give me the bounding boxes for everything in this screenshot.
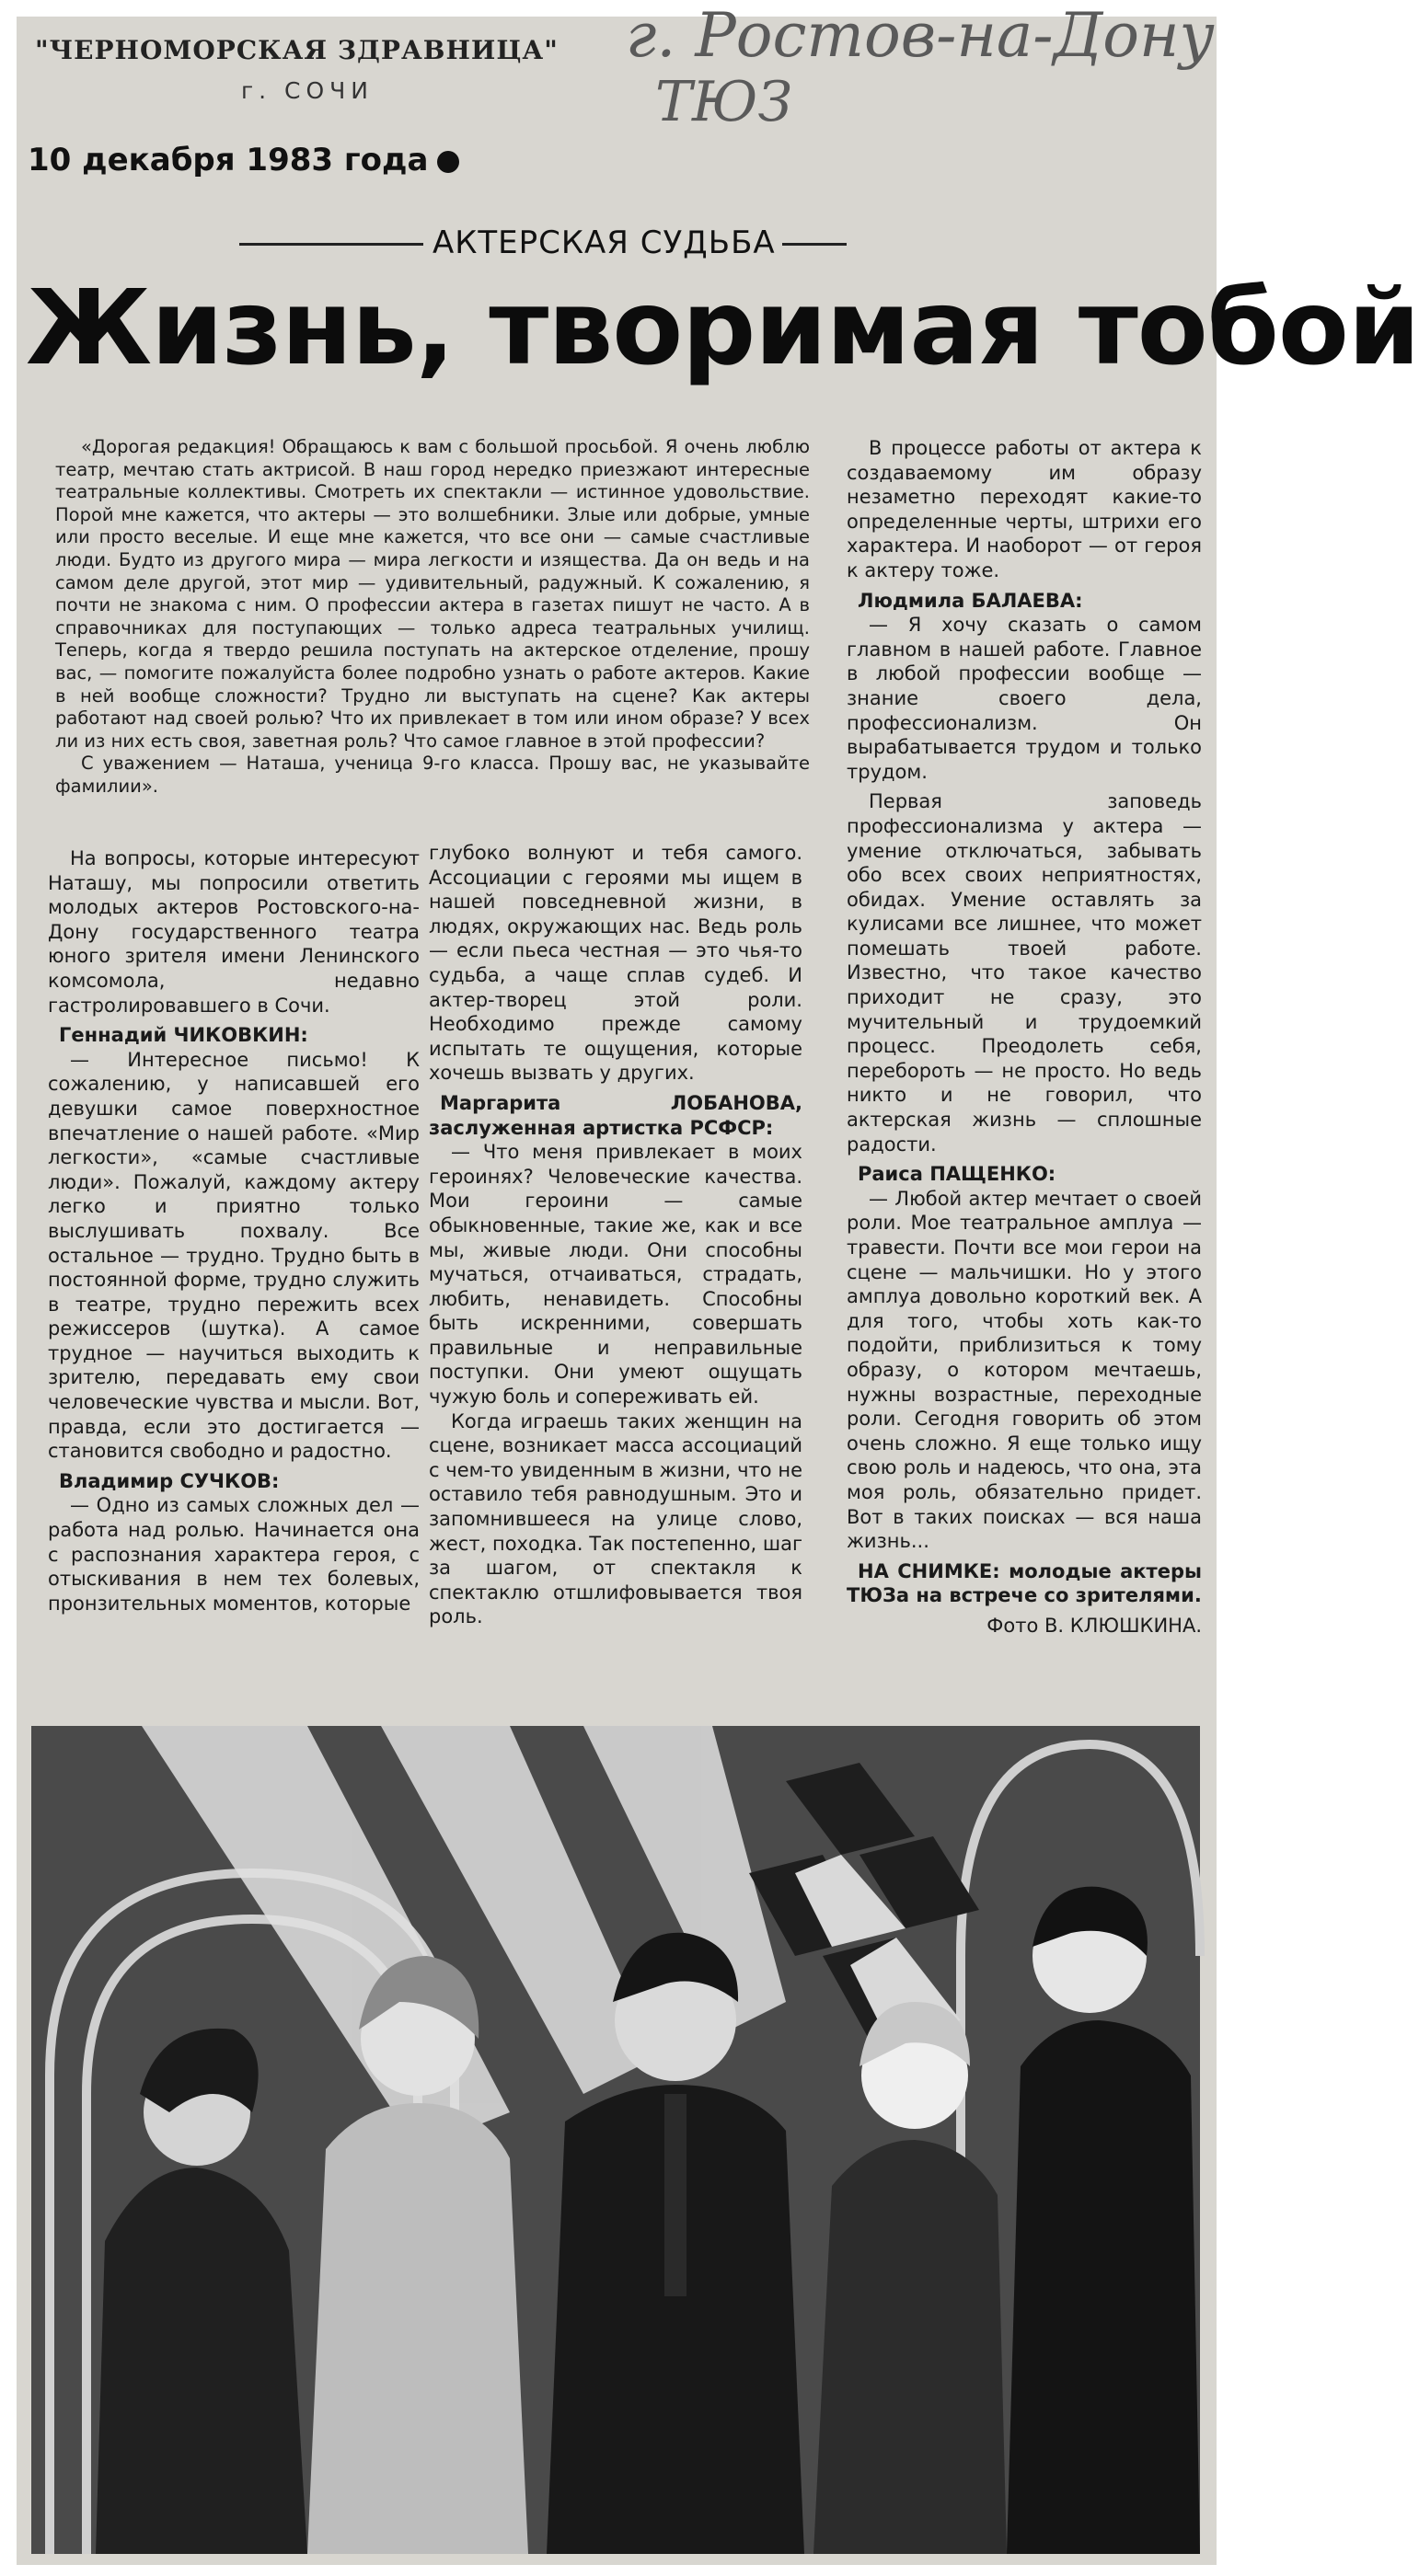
answer-balaeva-1: — Я хочу сказать о самом главном в нашей работе. Главное в любой профессии вообще — знание своего дела, профессионализм. Он вырабатывается трудом и только трудом. — [847, 614, 1202, 783]
issue-date — [28, 142, 459, 178]
speaker-balaeva: Людмила БАЛАЕВА: — [858, 589, 1083, 612]
speaker-chikovkin: Геннадий ЧИКОВКИН: — [59, 1024, 308, 1047]
rubric-rule-right — [782, 243, 847, 246]
article-intro: На вопросы, которые интересуют Наташу, мы попросили ответить молодых актеров Ростовского-на-Дону государственного театра юного зрителя имени Ленинского комсомола, недавно гастролировавшего в Сочи. — [48, 847, 420, 1017]
speaker-suchkov: Владимир СУЧКОВ: — [59, 1469, 280, 1492]
answer-lobanova-2: Когда играешь таких женщин на сцене, возникает масса ассоциаций с чем-то увиденным в жизни, что не оставило тебя равнодушным. Это и запомнившееся на улице слово, жест, походка. Так постепенно, шаг за шагом, от спектакля к спектаклю отшлифовывается твоя роль. — [429, 1409, 803, 1628]
bullet-icon — [437, 151, 459, 173]
handwritten-note-theatre: ТЮЗ — [655, 70, 793, 134]
answer-lobanova-1: — Что меня привлекает в моих героинях? Человеческие качества. Мои героини — самые обыкновенные, такие же, как и все мы, живые люди. Они способны мучаться, отчаиваться, страдать, любить, ненавидеть. Способны быть искренними, совершать правильные и неправильные поступки. Они умеют ощущать чужую боль и сопереживать ей. — [429, 1141, 802, 1409]
article-column-1 — [48, 846, 420, 1616]
answer-balaeva-2: Первая заповедь профессионализма у актера — умение отключаться, забывать обо всех своих неприятностях, обидах. Умение оставлять за кулисами все лишнее, что может помешать твоей работе. Известно, что такое качество приходит не сразу, это мучительный и трудоемкий процесс. Преодолеть себя, перебороть — не просто. Но ведь никто и не говорил, что актерская жизнь — сплошные радости. — [847, 790, 1202, 1156]
section-rubric: АКТЕРСКАЯ СУДЬБА — [433, 224, 776, 261]
rubric-rule-left — [239, 243, 423, 246]
photo-credit: Фото В. КЛЮШКИНА. — [986, 1614, 1202, 1637]
speaker-lobanova: Маргарита ЛОБАНОВА, заслуженная артистка РСФСР: — [429, 1091, 802, 1139]
letter-body: «Дорогая редакция! Обращаюсь к вам с большой просьбой. Я очень люблю театр, мечтаю стать актрисой. В наш город нередко приезжают интересные театральные коллективы. Смотреть их спектакли — истинное удовольствие. Порой мне кажется, что актеры — это волшебники. Злые или добрые, умные или просто веселые. И еще мне кажется, что все они — самые счастливые люди. Будто из другого мира — мира легкости и изящества. Да он ведь и на самом деле другой, этот мир — удивительный, радужный. К сожалению, я почти не знакома с ним. О профессии актера в газетах пишут не часто. А в справочниках для поступающих — только адреса театральных училищ. Теперь, когда я твердо решила поступать на актерское отделение, прошу вас, — помогите пожалуйста более подробно узнать о работе актеров. Какие в ней вообще сложности? Трудно ли выступать на сцене? Как актеры работают над своей ролью? Что их привлекает в том или ином образе? У всех ли из них есть своя, заветная роль? Что самое главное в этой профессии? — [55, 436, 810, 752]
answer-paschenko: — Любой актер мечтает о своей роли. Мое театральное амплуа — травести. Почти все мои герои на сцене — мальчишки. Но у этого амплуа довольно короткий век. А для того, чтобы хоть как-то подойти, приблизиться к тому образу, о котором мечтаешь, нужны возрастные, переходные роли. Сегодня говорить об этом очень сложно. Я еще только ищу свою роль и надеюсь, что она, эта моя роль, обязательно придет. Вот в таких поисках — вся наша жизнь... — [847, 1187, 1202, 1553]
letter-signature: С уважением — Наташа, ученица 9-го класса. Прошу вас, не указывайте фамилии». — [55, 753, 810, 797]
article-column-3 — [847, 436, 1202, 1639]
speaker-paschenko: Раиса ПАЩЕНКО: — [858, 1163, 1056, 1186]
photo-caption: НА СНИМКЕ: молодые актеры ТЮЗа на встрече со зрителями. — [847, 1559, 1202, 1607]
newspaper-city: г. СОЧИ — [241, 77, 375, 104]
answer-chikovkin: — Интересное письмо! К сожалению, у написавшей его девушки самое поверхностное впечатление о нашей работе. «Мир легкости», «самые счастливые люди». Пожалуй, каждому актеру легко и приятно только выслушивать похвалу. Все остальное — трудно. Трудно быть в постоянной форме, трудно служить в театре, трудно пережить всех режиссеров (шутка). А самое трудное — научиться выходить к зрителю, передавать ему свои человеческие чувства и мысли. Вот, правда, если это достигается — становится свободно и радостно. — [48, 1048, 420, 1463]
handwritten-note-city: г. Ростов-на-Дону — [626, 0, 1215, 71]
article-headline: Жизнь, творимая тобой — [26, 269, 1419, 388]
issue-date-text: 10 декабря 1983 года — [28, 142, 429, 178]
answer-lobanova-cont: В процессе работы от актера к создаваемому им образу незаметно переходят какие-то определенные черты, штрихи его характера. И наоборот — от героя к актеру тоже. — [847, 437, 1202, 581]
reader-letter — [55, 436, 810, 799]
newspaper-masthead: "ЧЕРНОМОРСКАЯ ЗДРАВНИЦА" — [35, 35, 559, 65]
article-column-2 — [429, 841, 802, 1629]
news-photo — [31, 1726, 1200, 2554]
answer-suchkov-cont: глубоко волнуют и тебя самого. Ассоциации с героями мы ищем в нашей повседневной жизни, в людях, окружающих нас. Ведь роль — если пьеса честная — это чья-то судьба, а чаще сплав судеб. И актер-творец этой роли. Необходимо прежде самому испытать те ощущения, которые хочешь вызвать у других. — [429, 842, 802, 1085]
answer-suchkov: — Одно из самых сложных дел — работа над ролью. Начинается она с распознания характера героя, с отыскивания в нем тех болевых, пронзительных моментов, которые — [48, 1494, 420, 1615]
